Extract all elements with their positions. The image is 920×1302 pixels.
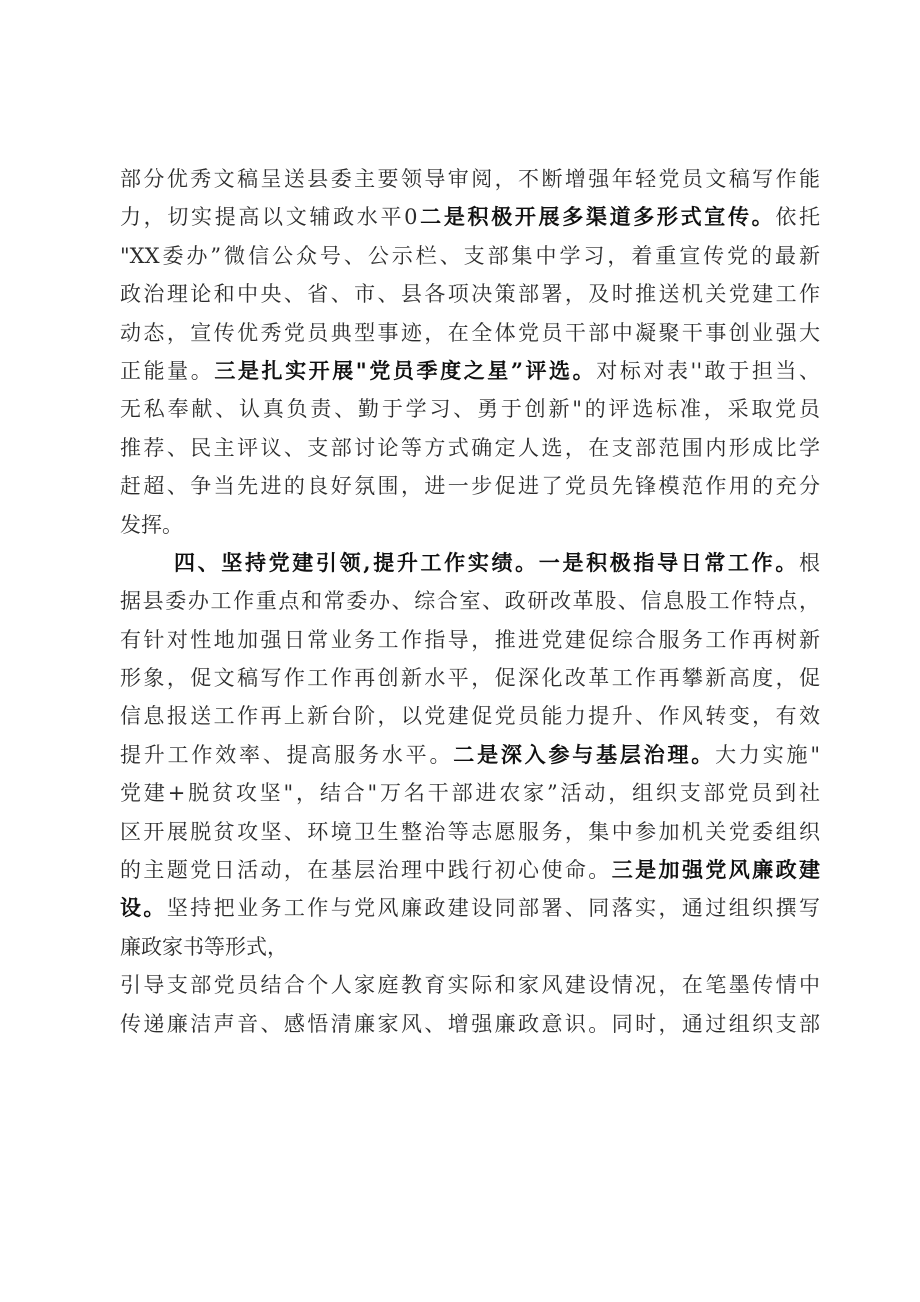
text-run: 信息报送工作再上新台阶，以党建促党员能力提升、作风转变，有效 (120, 704, 820, 729)
text-line-8 (120, 429, 820, 467)
text-run: 动态，宣传优秀党员典型事迹，在全体党员干部中凝聚干事创业强大 (120, 320, 820, 345)
text-run: 形象，促文稿写作工作再创新水平，促深化改革工作再攀新高度，促 (120, 666, 820, 691)
text-run: 发挥。 (120, 512, 183, 537)
text-run: 力，切实提高以文辅政水平0 (120, 205, 418, 230)
text-line-10 (120, 506, 820, 544)
text-line-12 (120, 582, 820, 620)
text-run: 根 (799, 550, 820, 575)
bold-heading-run: 设。 (120, 895, 167, 921)
text-run: 对标对表''敢于担当、 (596, 358, 820, 383)
text-line-4 (120, 275, 820, 313)
text-line-9 (120, 467, 820, 505)
text-run: 坚持把业务工作与党风廉政建设同部署、同落实，通过组织撰写 (166, 896, 820, 921)
text-run: 区开展脱贫攻坚、环境卫生整治等志愿服务，集中参加机关党委组织 (120, 819, 820, 844)
text-line-23 (120, 1005, 820, 1043)
text-line-3 (120, 237, 820, 275)
bold-heading-run: 二是积极开展多渠道多形式宣传。 (417, 204, 776, 230)
text-run: 有针对性地加强日常业务工作指导，推进党建促综合服务工作再树新 (120, 627, 820, 652)
text-line-13 (120, 621, 820, 659)
document-body (120, 160, 820, 1043)
text-line-14 (120, 659, 820, 697)
text-run: 正能量。 (120, 358, 215, 383)
text-line-20 (120, 889, 820, 927)
text-run: 引导支部党员结合个人家庭教育实际和家风建设情况，在笔墨传情中 (120, 973, 820, 998)
text-line-6 (120, 352, 820, 390)
text-run: 提升工作效率、提高服务水平。 (120, 742, 454, 767)
text-line-15 (120, 697, 820, 735)
text-run: 依托 (775, 205, 820, 230)
text-run: "XX委办”微信公众号、公示栏、支部集中学习，着重宣传党的最新 (120, 243, 820, 268)
text-line-1 (120, 160, 820, 198)
text-run: 大力实施" (715, 742, 820, 767)
text-run: 廉政家书等形式， (120, 934, 288, 959)
bold-heading-run: 三是加强党风廉政建 (611, 857, 820, 883)
text-run: 据县委办工作重点和常委办、综合室、政研改革股、信息股工作特点， (120, 589, 820, 614)
text-line-18 (120, 813, 820, 851)
text-run: 政治理论和中央、省、市、县各项决策部署，及时推送机关党建工作 (120, 282, 820, 307)
text-line-2 (120, 198, 820, 236)
text-run: 部分优秀文稿呈送县委主要领导审阅，不断增强年轻党员文稿写作能 (120, 167, 820, 191)
paragraph-2 (120, 544, 820, 1043)
bold-heading-run: 二是深入参与基层治理。 (453, 741, 716, 767)
text-line-21 (120, 928, 820, 966)
text-line-17 (120, 774, 820, 812)
text-run: 无私奉献、认真负责、勤于学习、勇于创新"的评选标准，采取党员 (120, 397, 820, 422)
text-line-19 (120, 851, 820, 889)
section-heading-run: 四、坚持党建引领,提升工作实绩。一是积极指导日常工作。 (174, 549, 799, 575)
text-line-22 (120, 966, 820, 1004)
text-line-7 (120, 390, 820, 428)
text-run: 传递廉洁声音、感悟清廉家风、增强廉政意识。同时，通过组织支部 (120, 1011, 820, 1036)
text-line-11 (120, 544, 820, 582)
text-line-16 (120, 736, 820, 774)
text-run: 推荐、民主评议、支部讨论等方式确定人选，在支部范围内形成比学 (120, 435, 820, 460)
text-run: 的主题党日活动，在基层治理中践行初心使命。 (120, 858, 612, 883)
text-line-5 (120, 314, 820, 352)
bold-heading-run: 三是扎实开展"党员季度之星”评选。 (214, 357, 597, 383)
text-run: 党建+脱贫攻坚"，结合"万名干部进农家”活动，组织支部党员到社 (120, 781, 820, 806)
paragraph-1 (120, 160, 820, 544)
text-run: 赶超、争当先进的良好氛围，进一步促进了党员先锋模范作用的充分 (120, 474, 820, 499)
